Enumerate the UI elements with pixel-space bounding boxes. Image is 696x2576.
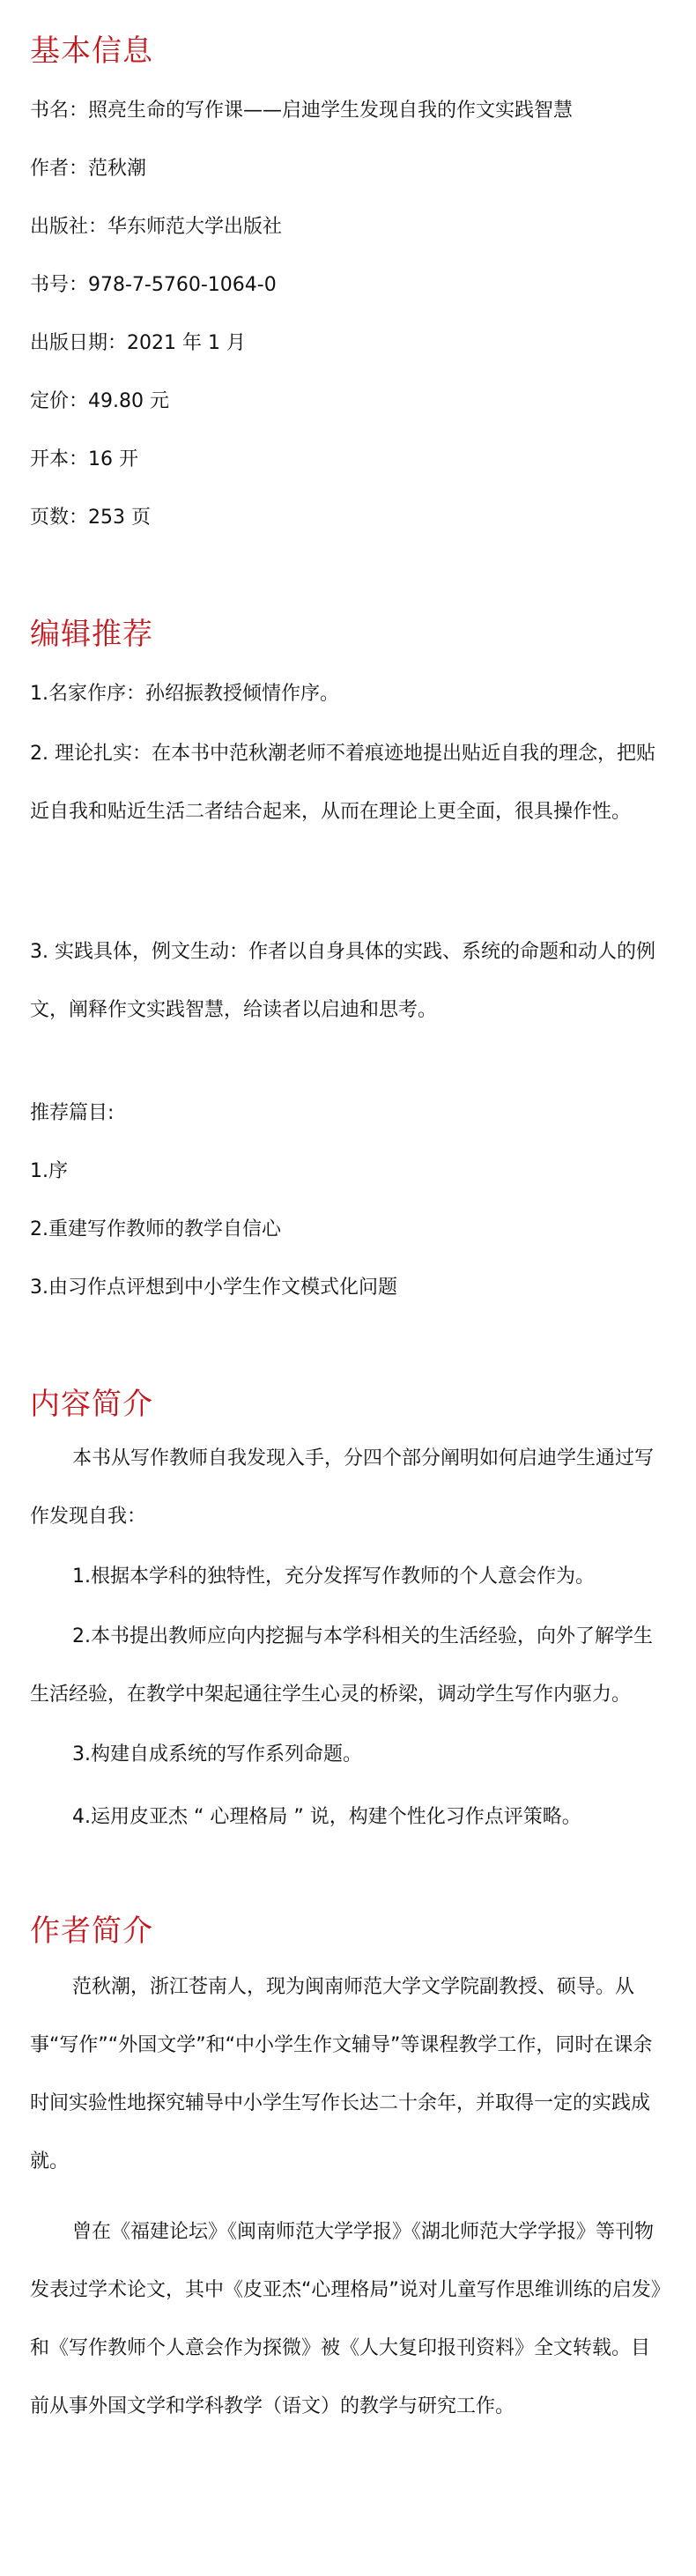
recommend-item-1: 1.序: [30, 1160, 68, 1182]
editor-item-1: 1.名家作序：孙绍振教授倾情作序。: [30, 683, 339, 705]
author-intro-heading: 作者简介: [30, 1913, 153, 1949]
recommend-label: 推荐篇目:: [30, 1102, 115, 1124]
recommend-item-2: 2.重建写作教师的教学自信心: [30, 1218, 281, 1240]
book-isbn: 书号：978-7-5760-1064-0: [30, 274, 277, 296]
recommend-item-3: 3.由习作点评想到中小学生作文模式化问题: [30, 1277, 397, 1299]
intro-point-3: 3.构建自成系统的写作系列命题。: [72, 1743, 362, 1765]
book-author: 作者：范秋潮: [30, 158, 147, 180]
content-intro-heading: 内容简介: [30, 1387, 153, 1422]
book-name: 书名：照亮生命的写作课——启迪学生发现自我的作文实践智慧: [30, 100, 574, 122]
book-format: 开本：16 开: [30, 448, 138, 470]
book-publisher: 出版社：华东师范大学出版社: [30, 216, 283, 238]
author-paragraph-1: 范秋潮，浙江苍南人，现为闽南师范大学文学院副教授、硕导。从事“写作”“外国文学”和“中小学生作文辅导”等课程教学工作，同时在课余时间实验性地探究辅导中小学生写作长达二十余年，并取得一定的实践成就。: [30, 1976, 653, 2173]
intro-paragraph: 本书从写作教师自我发现入手，分四个部分阐明如何启迪学生通过写作发现自我：: [30, 1447, 655, 1528]
editor-item-3: 3. 实践具体，例文生动：作者以自身具体的实践、系统的命题和动人的例文，阐释作文实践智慧，给读者以启迪和思考。: [30, 941, 655, 1021]
basic-info-heading: 基本信息: [30, 33, 153, 69]
intro-point-2: 2.本书提出教师应向内挖掘与本学科相关的生活经验，向外了解学生生活经验，在教学中架起通往学生心灵的桥梁，调动学生写作内驱力。: [30, 1625, 653, 1706]
intro-point-4: 4.运用皮亚杰 “ 心理格局 ” 说，构建个性化习作点评策略。: [72, 1806, 581, 1828]
book-pages: 页数：253 页: [30, 507, 151, 529]
intro-point-1: 1.根据本学科的独特性，充分发挥写作教师的个人意会作为。: [72, 1566, 595, 1588]
book-price: 定价：49.80 元: [30, 390, 169, 412]
editor-recommend-heading: 编辑推荐: [30, 617, 153, 652]
book-pub-date: 出版日期：2021 年 1 月: [30, 332, 246, 354]
author-paragraph-2: 曾在《福建论坛》《闽南师范大学学报》《湖北师范大学学报》等刊物发表过学术论文，其中《皮亚杰“心理格局”说对儿童写作思维训练的启发》和《写作教师个人意会作为探微》被《人大复印报刊资料》全文转载。目前从事外国文学和学科教学（语文）的教学与研究工作。: [30, 2221, 661, 2417]
editor-item-2: 2. 理论扎实：在本书中范秋潮老师不着痕迹地提出贴近自我的理念，把贴近自我和贴近生活二者结合起来，从而在理论上更全面，很具操作性。: [30, 743, 655, 823]
